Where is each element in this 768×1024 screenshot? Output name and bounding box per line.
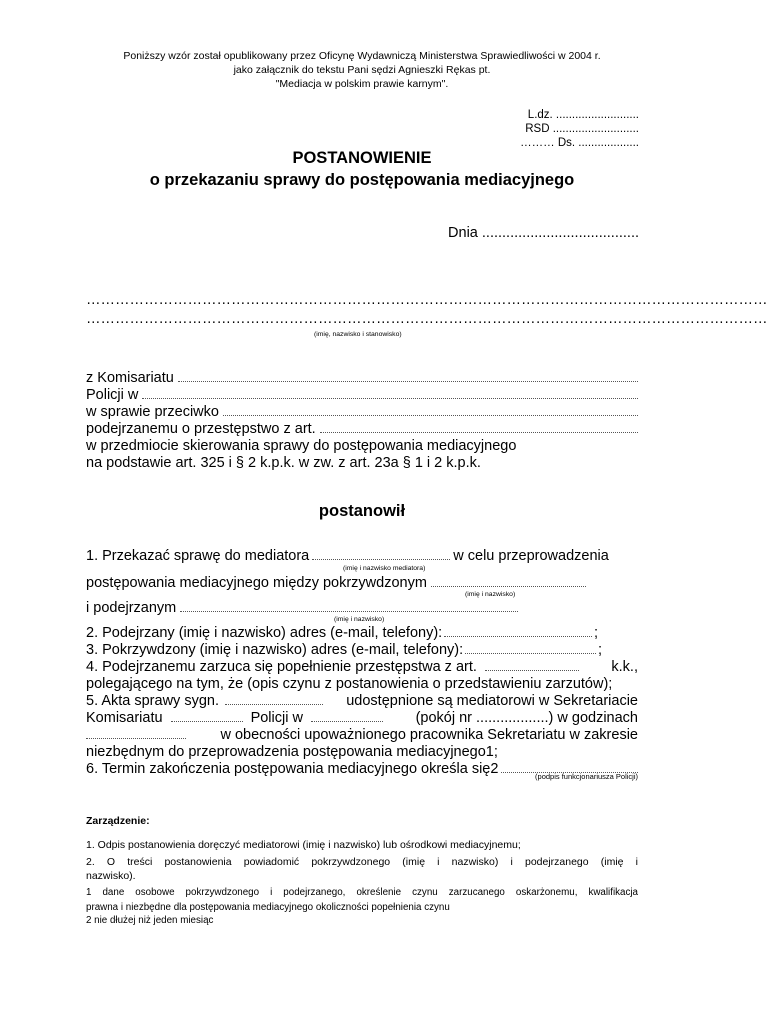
komisariat-leader [178, 378, 638, 382]
point-4-text-b: k.k., [611, 659, 638, 675]
sygn-leader [225, 701, 323, 705]
point-1-line-1 [86, 548, 638, 564]
podstawa-line: na podstawie art. 325 i § 2 k.p.k. w zw. z art. 23a § 1 i 2 k.p.k. [86, 455, 481, 471]
zarzadzenie-item-2-line-1: 2. O treści postanowienia powiadomić pokrzywdzonego (imię i nazwisko) i podejrzanego (imię i [86, 856, 638, 868]
rsd-field: RSD ........................... [525, 123, 639, 135]
podejrzany-caption: (imię i nazwisko) [334, 616, 385, 623]
policji-line [86, 387, 638, 403]
point-2-text: 2. Podejrzany (imię i nazwisko) adres (e-mail, telefony): [86, 625, 443, 641]
pokrzywdzony-caption: (imię i nazwisko) [465, 591, 516, 598]
podejrzanemu-leader [320, 429, 638, 433]
podejrzanemu-label: podejrzanemu o przestępstwo z art. [86, 421, 316, 437]
point-3-text: 3. Pokrzywdzony (imię i nazwisko) adres (e-mail, telefony): [86, 642, 464, 658]
sprawie-leader [223, 412, 638, 416]
issuer-line-1: …………………………………………………………………………………………………………………………… [86, 292, 768, 308]
komisariat-5-leader [171, 718, 243, 722]
komisariat-line [86, 370, 638, 386]
zarzadzenie-item-1: 1. Odpis postanowienia doręczyć mediatorowi (imię i nazwisko) lub ośrodkowi mediacyjnemu; [86, 839, 521, 851]
signature-caption: (podpis funkcjonariusza Policji) [535, 772, 638, 781]
point-6-text: 6. Termin zakończenia postępowania mediacyjnego określa się2 [86, 761, 499, 777]
point-4-line-1 [86, 659, 638, 675]
point-1-text-b: w celu przeprowadzenia [453, 548, 609, 564]
podejrzany-leader [180, 608, 518, 612]
point-3-line [86, 642, 602, 658]
issuer-caption: (imię, nazwisko i stanowisko) [314, 331, 402, 338]
point-5-line-1 [86, 693, 638, 709]
document-title: POSTANOWIENIE [292, 149, 432, 167]
point-2-leader [444, 633, 592, 637]
point-2-end: ; [593, 625, 598, 641]
mediator-caption: (imię i nazwisko mediatora) [343, 565, 426, 572]
sprawie-line [86, 404, 638, 420]
pokrzywdzony-leader [431, 583, 586, 587]
zarzadzenie-heading: Zarządzenie: [86, 815, 150, 827]
footnote-2: 2 nie dłużej niż jeden miesiąc [86, 915, 214, 926]
point-4-text-a: 4. Podejrzanemu zarzuca się popełnienie przestępstwa z art. [86, 659, 477, 675]
sprawie-label: w sprawie przeciwko [86, 404, 219, 420]
point-5-text-a: 5. Akta sprawy sygn. [86, 693, 219, 709]
point-1-line-2 [86, 575, 586, 591]
policji-5-leader [311, 718, 383, 722]
header-line-1: Poniższy wzór został opublikowany przez Oficynę Wydawniczą Ministerstwa Sprawiedliwości w 2004 r. [123, 50, 601, 62]
godziny-leader [86, 735, 186, 739]
mediator-leader [312, 556, 450, 560]
point-5-text-c: Komisariatu [86, 710, 163, 726]
footnote-1-line-1: 1 dane osobowe pokrzywdzonego i podejrzanego, określenie czynu zarzucanego oskarżonemu, kwalifikacja [86, 887, 638, 898]
footnote-1-line-2: prawna i niezbędne dla postępowania mediacyjnego okoliczności popełnienia czynu [86, 902, 450, 913]
point-1-line-3 [86, 600, 518, 616]
policji-leader [142, 395, 638, 399]
point-4-line-2: polegającego na tym, że (opis czynu z postanowienia o przedstawieniu zarzutów); [86, 676, 613, 692]
policji-label: Policji w [86, 387, 139, 403]
issuer-line-2: …………………………………………………………………………………………………………………………… [86, 311, 768, 327]
point-5-text-d: Policji w [250, 710, 303, 726]
point-5-text-f: w obecności upoważnionego pracownika Sekretariatu w zakresie [220, 727, 638, 743]
point-2-line [86, 625, 598, 641]
point-5-text-b: udostępnione są mediatorowi w Sekretariacie [346, 693, 638, 709]
point-4-leader [485, 667, 579, 671]
zarzadzenie-item-2-line-2: nazwisko). [86, 870, 136, 882]
komisariat-label: z Komisariatu [86, 370, 174, 386]
point-1-text-a: 1. Przekazać sprawę do mediatora [86, 548, 310, 564]
ldz-field: L.dz. .......................... [527, 109, 639, 121]
ds-field: ……… Ds. ................... [520, 137, 639, 149]
point-5-line-2 [86, 710, 638, 726]
podejrzanemu-line [86, 421, 638, 437]
point-5-line-3 [86, 727, 638, 743]
point-1-text-d: i podejrzanym [86, 600, 177, 616]
postanowil-heading: postanowił [318, 502, 406, 520]
document-subtitle: o przekazaniu sprawy do postępowania mediacyjnego [149, 171, 575, 189]
header-line-2: jako załącznik do tekstu Pani sędzi Agnieszki Rękas pt. [233, 64, 491, 76]
point-5-line-4: niezbędnym do przeprowadzenia postępowania mediacyjnego1; [86, 744, 498, 760]
header-line-3: "Mediacja w polskim prawie karnym". [275, 78, 449, 90]
point-1-text-c: postępowania mediacyjnego między pokrzywdzonym [86, 575, 427, 591]
point-3-leader [465, 650, 596, 654]
date-line: Dnia ....................................... [448, 225, 639, 241]
przedmiot-line: w przedmiocie skierowania sprawy do postępowania mediacyjnego [86, 438, 517, 454]
point-5-text-e: (pokój nr ..................) w godzinach [415, 710, 638, 726]
point-3-end: ; [597, 642, 602, 658]
